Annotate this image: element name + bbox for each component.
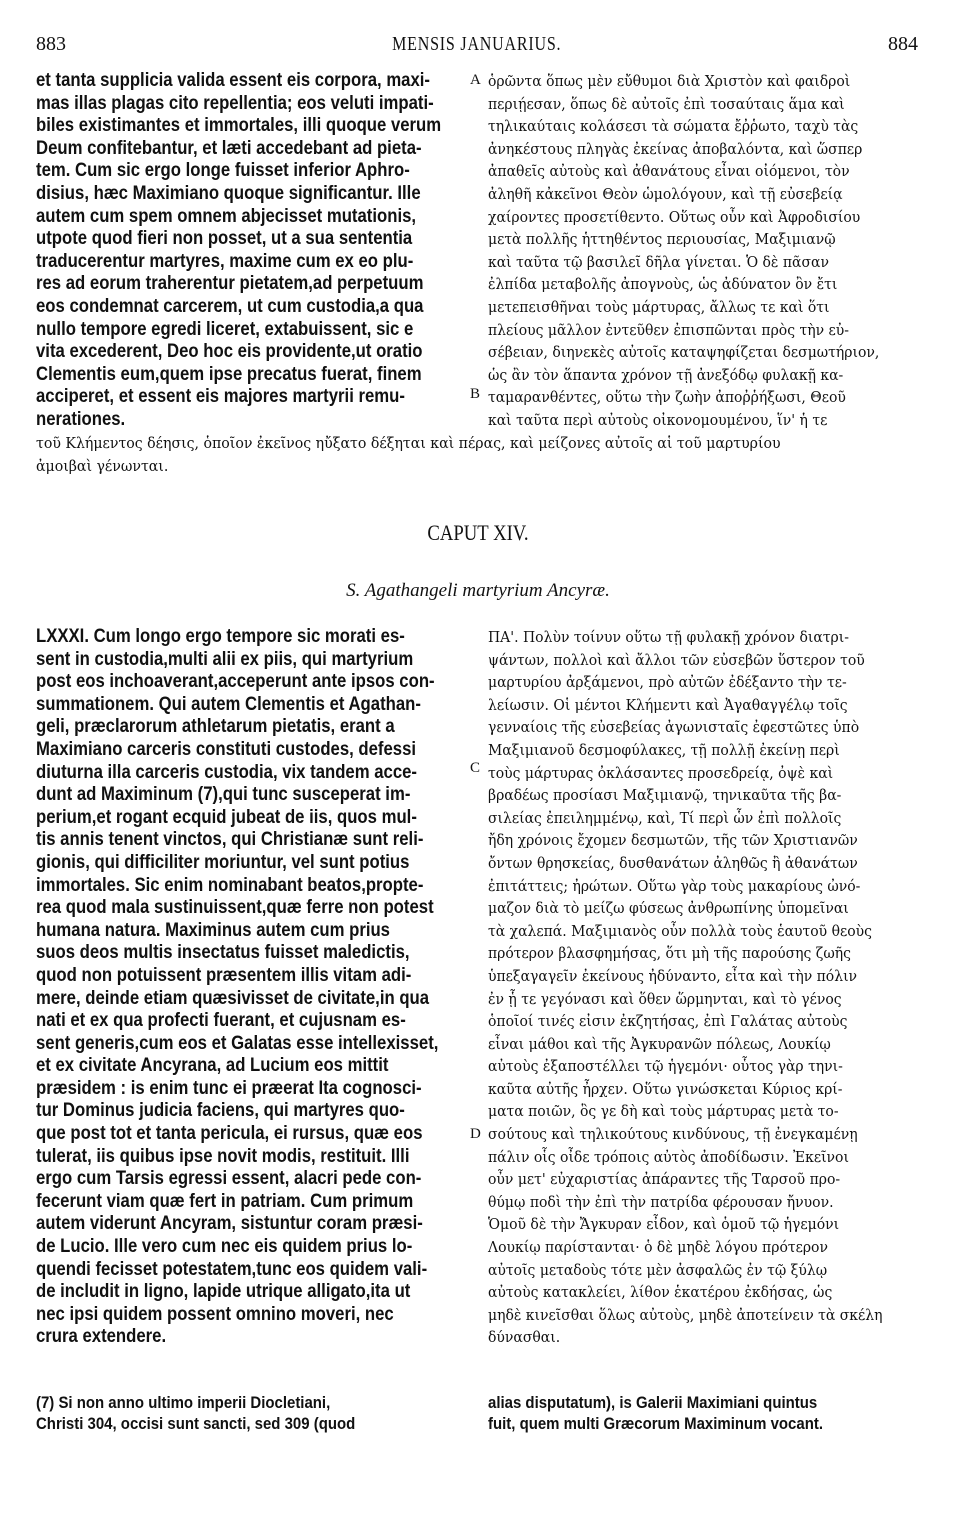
greek-text-line: εἶναι μάθοι καὶ τῆς Ἀγκυρανῶν πόλεως, Λουκίῳ xyxy=(488,1034,831,1053)
greek-text-line: ὑπεξαγαγεῖν ἐκείνους ἠδύναντο, εἶτα καὶ τὴν πόλιν xyxy=(488,966,858,985)
latin-text-line: et ex civitate Ancyrana, ad Lucium eos mittit xyxy=(36,1055,389,1077)
latin-text-line: autem cum spem omnem abjecisset mutationis, xyxy=(36,205,417,227)
latin-text-line: Clementis eum,quem ipse precatus fuerat, finem xyxy=(36,363,422,385)
greek-text-line: σέβειαν, διηνεκὲς αὐτοῖς καταψηφίζεται δεσμωτήριον, xyxy=(488,343,880,362)
greek-text-line: Μαξιμιανοῦ δεσμοφύλακες, τῇ πολλῇ ἐκείνῃ περὶ xyxy=(488,740,840,759)
margin-marker-a: A xyxy=(470,72,481,88)
margin-marker-b: B xyxy=(470,386,481,402)
greek-text-line: ἀληθῆ κἀκεῖνοι Θεὸν ὡμολόγουν, καὶ τῇ εὐσεβείᾳ xyxy=(488,184,843,203)
latin-text-line: præsidem : is enim tunc ei præerat Ita cognosci- xyxy=(36,1077,422,1099)
latin-text-line: ergo cum Tarsis egressi essent, alacri pede con- xyxy=(36,1168,422,1190)
latin-text-line: Maximiano carceris constituti custodes, defessi xyxy=(36,738,417,760)
latin-text-line: eos condemnat carcerem, ut cum custodia,a qua xyxy=(36,295,424,317)
margin-marker-c: C xyxy=(470,760,481,776)
greek-text-line: ἀμοιβαὶ γένωνται. xyxy=(36,456,169,475)
greek-text-line: μετὰ πολλῆς ἡττηθέντος περιουσίας, Μαξιμιανῷ xyxy=(488,230,836,249)
latin-text-line: dunt ad Maximinum (7),qui tunc susceperat im- xyxy=(36,784,411,806)
greek-text-line: ἐν ᾗ τε γεγόνασι καὶ ὅθεν ὥρμηνται, καὶ τὸ γένος xyxy=(488,989,842,1008)
greek-text-line: χαίροντες προσετίθεντο. Οὕτως οὖν καὶ Ἀφροδισίου xyxy=(488,207,861,226)
greek-text-line: μαρτυρίου ἀρξάμενοι, πρὸ αὐτῶν ἐδέξαντο τὴν τε- xyxy=(488,673,847,692)
page-number-right: 884 xyxy=(887,33,918,55)
greek-text-line: περιῄεσαν, ὅπως δὲ αὐτοῖς ἐπὶ τοσαύταις ἅμα καὶ xyxy=(488,94,845,113)
latin-text-line: diuturna illa carceris custodia, vix tandem acce- xyxy=(36,761,417,783)
greek-text-line: ὡς ἂν τὸν ἅπαντα χρόνον τῇ ἀνεξόδῳ φυλακῇ κα- xyxy=(488,365,844,384)
latin-text-line: nati et ex qua profecti fuerant, et cujusnam es- xyxy=(36,1010,406,1032)
latin-text-line: tulerat, iis quibus ipse novit modis, restituit. Illi xyxy=(36,1145,410,1167)
latin-text-line: summationem. Qui autem Clementis et Agathan- xyxy=(36,693,421,715)
greek-text-line: αὐτοὺς ἐξαποστέλλει τῷ ἡγεμόνι· οὗτος γὰρ τηνι- xyxy=(488,1057,843,1076)
latin-text-line: immortales. Sic enim nominabant beatos,propte- xyxy=(36,874,424,896)
latin-text-line: que post tot et tanta pericula, ei rursus, quæ eos xyxy=(36,1123,423,1145)
latin-text-line: Deum confitebantur, et læti accedebant ad pieta- xyxy=(36,137,422,159)
latin-text-line: LXXXI. Cum longo ergo tempore sic morati es- xyxy=(36,626,405,647)
latin-text-line: de includit in ligno, lapide utrique alligato,ita ut xyxy=(36,1281,411,1303)
greek-text-line: ταμαρανθέντες, οὕτω τὴν ζωὴν ἀποῤῥήξωσι, Θεοῦ xyxy=(488,388,846,407)
greek-text-line: λείωσιν. Οἱ μέντοι Κλήμεντι καὶ Ἀγαθαγγέλῳ τοῖς xyxy=(488,695,848,714)
latin-text-line: de Lucio. Ille vero cum nec eis quidem prius lo- xyxy=(36,1236,413,1258)
greek-text-line: σιλείας ἐπειλημμένῳ, καὶ, Τί περὶ ὧν ἐπὶ πολλοῖς xyxy=(488,808,842,827)
greek-text-line: βραδέως προσίασι Μαξιμιανῷ, τηνικαῦτα τῆς βα- xyxy=(488,786,842,805)
latin-text-line: acciperet, et essent eis majores martyrii remu- xyxy=(36,386,405,408)
greek-text-line: τὰ χαλεπά. Μαξιμιανὸς οὖν πολλὰ τοὺς ἑαυτοῦ θεοὺς xyxy=(488,921,873,940)
greek-text-line: θύμῳ ποδὶ τὴν ἐπὶ τὴν πατρίδα φέρουσαν ἤνυον. xyxy=(488,1192,834,1211)
greek-text-line: πλείους μᾶλλον ἐντεῦθεν ἐπισπῶνται πρὸς τὴν εὐ- xyxy=(488,320,849,339)
latin-text-line: suos deos multis insectatus fuisset maledictis, xyxy=(36,942,410,964)
greek-text-line: καῦτα αὐτῆς ἦρχεν. Οὕτω γινώσκεται Κύριος κρί- xyxy=(488,1079,843,1098)
latin-text-line: rea quod mala sustinuissent,quæ ferre non potest xyxy=(36,897,434,919)
greek-text-line: οὖν μετ' εὐχαριστίας ἀπάραντες τῆς Ταρσοῦ προ- xyxy=(488,1170,841,1189)
greek-text-line: ὄντων θρησκείας, δυσθανάτων ἀληθῶς ἢ ἀθανάτων xyxy=(488,853,858,872)
top-latin-column xyxy=(36,70,466,432)
latin-text-line: tem. Cum sic ergo longe fuisset inferior Aphro- xyxy=(36,160,410,182)
greek-text-line: γενναίοις τῆς εὐσεβείας ἀγωνισταῖς ἐφεστῶτες ὑπὸ xyxy=(488,718,860,737)
latin-text-line: post eos inchoaverant,acceperunt ante ipsos con- xyxy=(36,671,435,693)
latin-text-line: mas illas plagas cito repellentia; eos veluti impati- xyxy=(36,92,434,114)
running-header xyxy=(36,33,918,59)
latin-text-line: quod non potuissent præsentem illis vitam adi- xyxy=(36,964,412,986)
latin-text-line: humana natura. Maximinus autem cum prius xyxy=(36,919,390,941)
greek-text-line: καὶ ταῦτα περὶ αὐτοὺς οἰκονομουμένου, ἵν' ἡ τε xyxy=(488,410,828,429)
latin-text-line: perium,et rogant ecquid jubeat de iis, quos mul- xyxy=(36,806,417,828)
latin-text-line: nullo tempore egredi liceret, extabuissent, sic e xyxy=(36,318,414,340)
greek-text-line: μαζον διὰ τὸ μείζω φύσεως ἀνθρωπίνης ὑπομεῖναι xyxy=(488,899,849,918)
latin-text-line: gionis, qui difficiliter moriuntur, vel sunt potius xyxy=(36,851,410,873)
top-greek-column xyxy=(488,70,920,432)
latin-text-line: nec ipsi quidem possent omnino moveri, nec xyxy=(36,1303,394,1325)
greek-text-line: ὁποῖοί τινές εἰσιν ἐκζητήσας, ἐπὶ Γαλάτας αὐτοὺς xyxy=(488,1012,848,1031)
latin-text-line: nerationes. xyxy=(36,408,126,430)
greek-text-line: αὐτοὺς κατακλείει, λίθον ἑκατέρου ἐκδήσας, ὡς xyxy=(488,1283,833,1302)
greek-text-line: πάλιν οἷς οἶδε τρόποις αὐτὸς ἀποδίδωσιν. Ἐκεῖνοι xyxy=(488,1147,849,1166)
footnote-line: Christi 304, occisi sunt sancti, sed 309 (quod xyxy=(36,1414,356,1433)
greek-text-line: Ὁμοῦ δὲ τὴν Ἄγκυραν εἶδον, καὶ ὁμοῦ τῷ ἡγεμόνι xyxy=(488,1215,840,1234)
latin-text-line: biles existimantes et immortales, illi quoque verum xyxy=(36,115,442,137)
top-greek-fullwidth xyxy=(36,432,920,477)
latin-text-line: res ad eorum traherentur pietatem,ad perpetuum xyxy=(36,273,424,295)
greek-text-line: δύνασθαι. xyxy=(488,1328,561,1347)
latin-text-line: et tanta supplicia valida essent eis corpora, maxi- xyxy=(36,70,431,91)
latin-text-line: disius, hæc Maximiano quoque significantur. Ille xyxy=(36,182,421,204)
greek-text-line: ματα ποιῶν, ὃς γε δὴ καὶ τοὺς μάρτυρας μετὰ το- xyxy=(488,1102,839,1121)
latin-text-line: mere, deinde etiam quæsivisset de civitate,in qua xyxy=(36,987,430,1009)
footnote-right xyxy=(488,1392,920,1434)
bottom-greek-column xyxy=(488,626,920,1349)
latin-text-line: tis annis tenent vinctos, qui Christianæ sunt reli- xyxy=(36,829,424,851)
latin-text-line: sent in custodia,multi alii ex piis, qui martyrium xyxy=(36,648,414,670)
greek-text-line: τοῦ Κλήμεντος δέησις, ὁποῖον ἐκεῖνος ηὔξατο δέξηται καὶ πέρας, καὶ μείζονες αὐτοῖς αἱ τοῦ μαρτυρίου xyxy=(36,434,781,452)
latin-text-line: vita excederent, Deo hoc eis providente,ut oratio xyxy=(36,341,423,363)
greek-text-line: σούτους καὶ τηλικούτους κινδύνους, τῇ ἐνεγκαμένῃ xyxy=(488,1125,858,1144)
greek-text-line: μετεπεισθῆναι τοὺς μάρτυρας, ἄλλως τε καὶ ὅτι xyxy=(488,297,830,316)
greek-text-line: καὶ ταῦτα τῷ βασιλεῖ δῆλα γίνεται. Ὁ δὲ πᾶσαν xyxy=(488,252,829,271)
bottom-latin-column xyxy=(36,626,466,1349)
greek-text-line: ἀνηκέστους πληγὰς ἐκείνας ἀποβαλόντα, καὶ ὥσπερ xyxy=(488,139,863,158)
footnote-line: fuit, quem multi Græcorum Maximinum vocant. xyxy=(488,1414,823,1433)
latin-text-line: fecerunt viam quæ fert in patriam. Cum primum xyxy=(36,1190,414,1212)
greek-text-line: Λουκίῳ παρίστανται· ὁ δὲ μηδὲ λόγου πρότερον xyxy=(488,1238,828,1257)
latin-text-line: utpote quod fieri non posset, ut a sua sententia xyxy=(36,228,413,250)
footnote-line: alias disputatum), is Galerii Maximiani quintus xyxy=(488,1393,818,1412)
latin-text-line: sent generis,cum eos et Galatas esse intellexisset, xyxy=(36,1032,439,1054)
greek-text-line: πρότερον βλασφημήσας, ὅτι μὴ τῆς παρούσης ζωῆς xyxy=(488,944,851,963)
greek-text-line: ψάντων, πολλοὶ καὶ ἄλλοι τῶν εὐσεβῶν ὕστερον τοῦ xyxy=(488,650,865,669)
margin-marker-d: D xyxy=(470,1126,481,1142)
latin-text-line: autem viderunt Ancyram, sistuntur coram præsi- xyxy=(36,1213,423,1235)
greek-text-line: τοὺς μάρτυρας ὀκλάσαντες προσεδρείᾳ, ὀψὲ καὶ xyxy=(488,763,834,782)
chapter-subtitle: S. Agathangeli martyrium Ancyræ. xyxy=(346,580,610,601)
greek-text-line: ἐπιτάττεις; ἠρώτων. Οὕτω γὰρ τοὺς μακαρίους ὠνό- xyxy=(488,876,861,895)
greek-text-line: ΠΑ'. Πολὺν τοίνυν οὕτω τῇ φυλακῇ χρόνον διατρι- xyxy=(488,628,849,646)
latin-text-line: geli, præclarorum athletarum pietatis, erant a xyxy=(36,716,395,738)
page-number-left: 883 xyxy=(36,33,66,55)
footnote-line: (7) Si non anno ultimo imperii Diocletiani, xyxy=(36,1393,331,1412)
running-title: MENSIS JANUARIUS. xyxy=(392,33,562,55)
footnote-left xyxy=(36,1392,466,1434)
latin-text-line: tur Dominus judicia faciens, qui martyres quo- xyxy=(36,1100,405,1122)
latin-text-line: quendi fecisset potestatem,tunc eos quidem vali- xyxy=(36,1258,428,1280)
greek-text-line: μηδὲ κινεῖσθαι ὅλως αὐτοὺς, μηδὲ ἀποτείνειν τὰ σκέλη xyxy=(488,1305,883,1324)
latin-text-line: traducerentur martyres, maxime cum ex eo plu- xyxy=(36,250,414,272)
greek-text-line: ἐλπίδα μεταβολῆς ἀπογνοὺς, ὡς ἀδύνατον ὂν ἔτι xyxy=(488,275,838,294)
latin-text-line: crura extendere. xyxy=(36,1326,167,1348)
greek-text-line: ἤδη χρόνοις ἔχομεν δεσμωτῶν, τῆς τῶν Χριστιανῶν xyxy=(488,831,858,850)
greek-text-line: τηλικαύταις κολάσεσι τὰ σώματα ἔῤῥωτο, ταχὺ τὰς xyxy=(488,117,859,136)
greek-text-line: ἀπαθεῖς αὐτοὺς καὶ ἀθανάτους εἶναι οἰόμενοι, τὸν xyxy=(488,162,850,181)
greek-text-line: ὁρῶντα ὅπως μὲν εὔθυμοι διὰ Χριστὸν καὶ φαιδροὶ xyxy=(488,72,851,90)
greek-text-line: αὐτοῖς μεταδοὺς τότε μὲν ἀσφαλῶς ἐν τῷ ξύλῳ xyxy=(488,1260,828,1279)
chapter-heading: CAPUT XIV. xyxy=(427,520,529,545)
